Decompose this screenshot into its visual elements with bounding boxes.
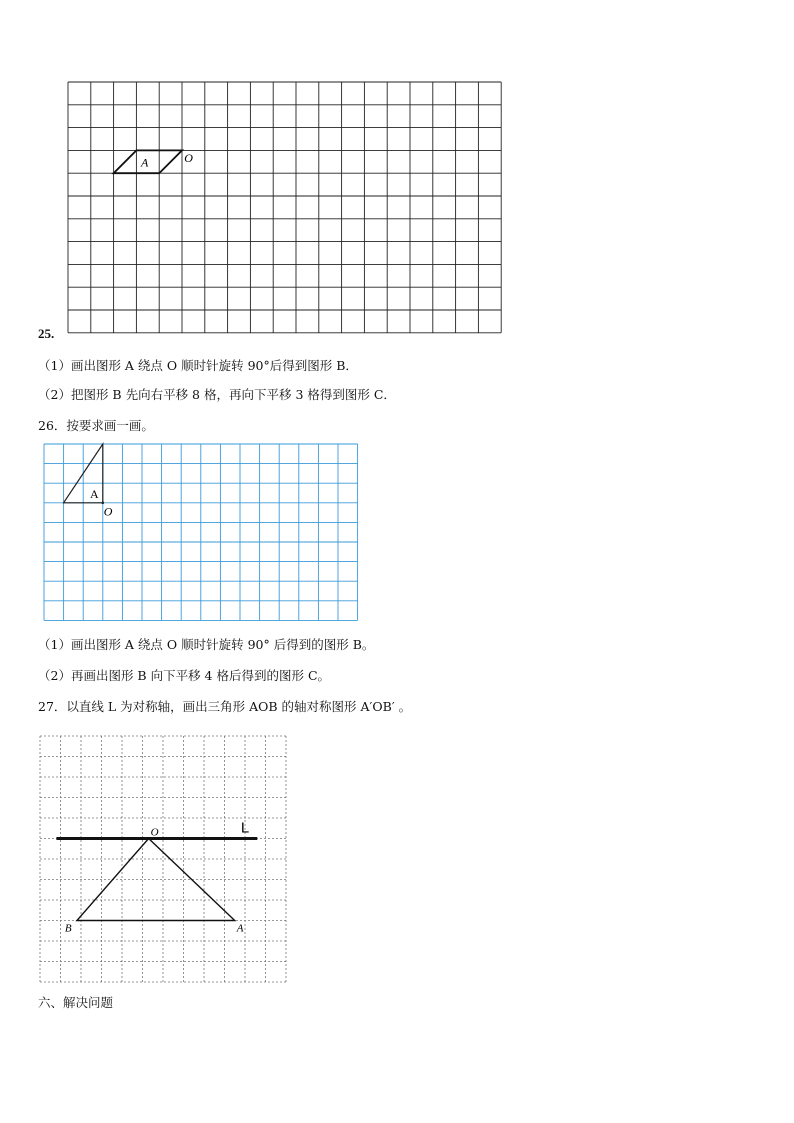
point-b-label: B xyxy=(64,922,72,935)
shape-a-label: A xyxy=(140,155,149,170)
point-o-label: O xyxy=(103,504,113,519)
triangle-a-label: A xyxy=(90,486,99,501)
point-o xyxy=(102,502,105,505)
q26-part1: （1）画出图形 A 绕点 O 顺时针旋转 90° 后得到的图形 B。 xyxy=(38,637,375,652)
point-a-label: A xyxy=(236,922,244,935)
q25-part1: （1）画出图形 A 绕点 O 顺时针旋转 90°后得到图形 B． xyxy=(38,358,358,373)
q27-grid xyxy=(40,736,292,978)
q26-part2: （2）再画出图形 B 向下平移 4 格后得到的图形 C。 xyxy=(38,668,331,683)
q25-number: 25. xyxy=(38,326,55,341)
q26-grid xyxy=(44,444,360,624)
section-title: 六、解决问题 xyxy=(38,995,114,1010)
q25-part2: （2）把图形 B 先向右平移 8 格，再向下平移 3 格得到图形 C． xyxy=(38,387,396,402)
q26-title: 26．按要求画一画。 xyxy=(38,418,154,433)
q27-title: 27．以直线 L 为对称轴，画出三角形 AOB 的轴对称图形 A′OB′ 。 xyxy=(38,699,412,714)
line-l-label: L xyxy=(240,819,250,837)
q25-grid xyxy=(68,82,504,340)
point-o-label: O xyxy=(184,150,193,165)
point-o-label: O xyxy=(150,826,159,839)
